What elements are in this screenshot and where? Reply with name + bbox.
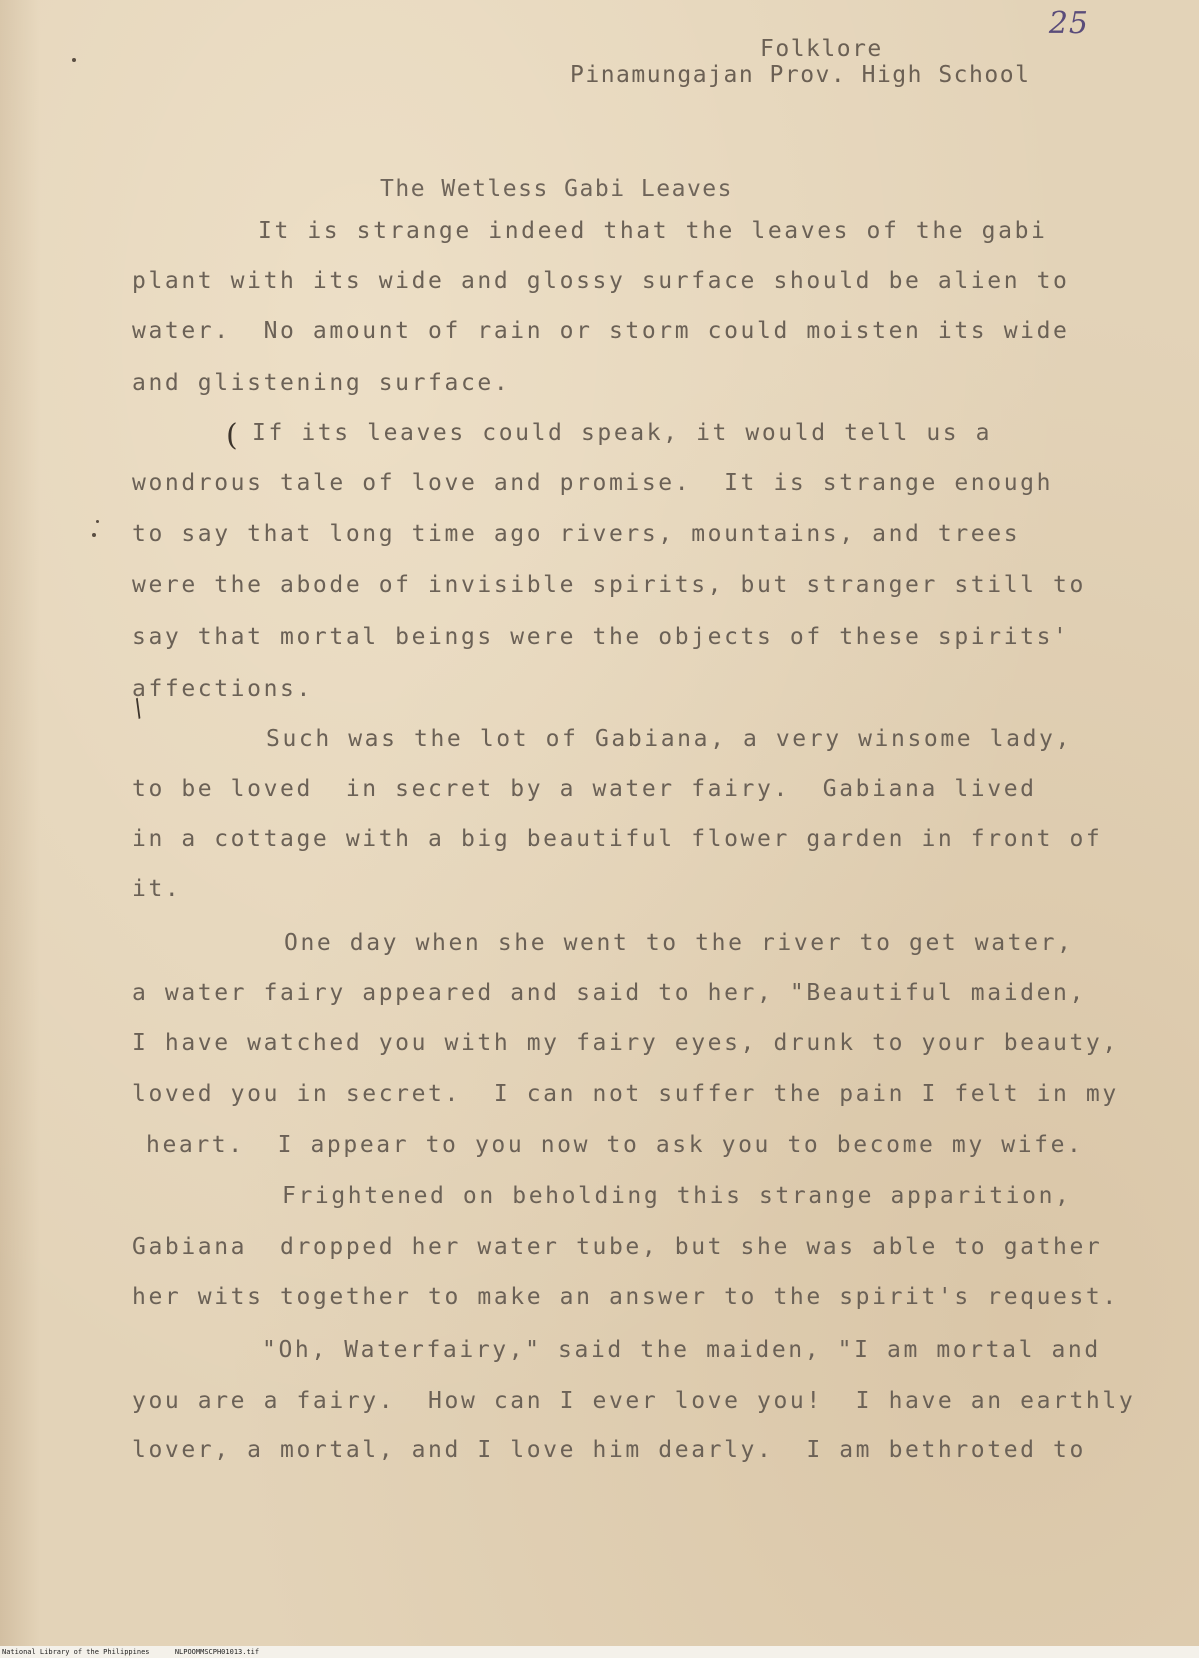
pencil-tick-mark: /	[128, 693, 148, 723]
text-line: "Oh, Waterfairy," said the maiden, "I am mortal and	[262, 1337, 1101, 1363]
paper-speck	[72, 58, 76, 62]
text-line: were the abode of invisible spirits, but stranger still to	[132, 572, 1086, 598]
text-line: affections.	[132, 676, 313, 702]
text-line: to say that long time ago rivers, mountains, and trees	[132, 521, 1021, 547]
footer-library: National Library of the Philippines	[2, 1648, 150, 1656]
paper-speck	[96, 520, 99, 523]
text-line: say that mortal beings were the objects of these spirits'	[132, 624, 1070, 650]
folio-number: 25	[1048, 6, 1089, 41]
paper-speck	[92, 533, 96, 537]
text-line: you are a fairy. How can I ever love you! I have an earthly	[132, 1388, 1136, 1414]
text-line: Frightened on beholding this strange apparition,	[282, 1183, 1072, 1209]
text-line: water. No amount of rain or storm could moisten its wide	[132, 318, 1070, 344]
header-subject: Folklore	[760, 36, 883, 62]
text-line: wondrous tale of love and promise. It is strange enough	[132, 470, 1054, 496]
text-line: plant with its wide and glossy surface should be alien to	[132, 268, 1070, 294]
text-line: a water fairy appeared and said to her, "Beautiful maiden,	[132, 980, 1086, 1006]
text-line: If its leaves could speak, it would tell us a	[252, 420, 993, 446]
bracket-mark: (	[226, 418, 238, 453]
text-line: it.	[132, 876, 182, 902]
text-line: heart. I appear to you now to ask you to become my wife.	[146, 1132, 1084, 1158]
document-title: The Wetless Gabi Leaves	[380, 176, 733, 202]
text-line: to be loved in secret by a water fairy. Gabiana lived	[132, 776, 1037, 802]
header-school: Pinamungajan Prov. High School	[570, 62, 1031, 88]
footer-strip	[0, 1646, 1199, 1658]
footer-file: NLPOOMMSCPH01013.tif	[174, 1648, 260, 1656]
text-line: and glistening surface.	[132, 370, 511, 396]
text-line: loved you in secret. I can not suffer the pain I felt in my	[132, 1081, 1119, 1107]
text-line: One day when she went to the river to get water,	[284, 930, 1074, 956]
text-line: Such was the lot of Gabiana, a very winsome lady,	[266, 726, 1072, 752]
text-line: in a cottage with a big beautiful flower garden in front of	[132, 826, 1103, 852]
text-line: lover, a mortal, and I love him dearly. I am bethroted to	[132, 1437, 1086, 1463]
text-line: her wits together to make an answer to the spirit's request.	[132, 1284, 1119, 1310]
text-line: It is strange indeed that the leaves of the gabi	[258, 218, 1048, 244]
text-line: I have watched you with my fairy eyes, drunk to your beauty,	[132, 1030, 1119, 1056]
text-line: Gabiana dropped her water tube, but she was able to gather	[132, 1234, 1103, 1260]
